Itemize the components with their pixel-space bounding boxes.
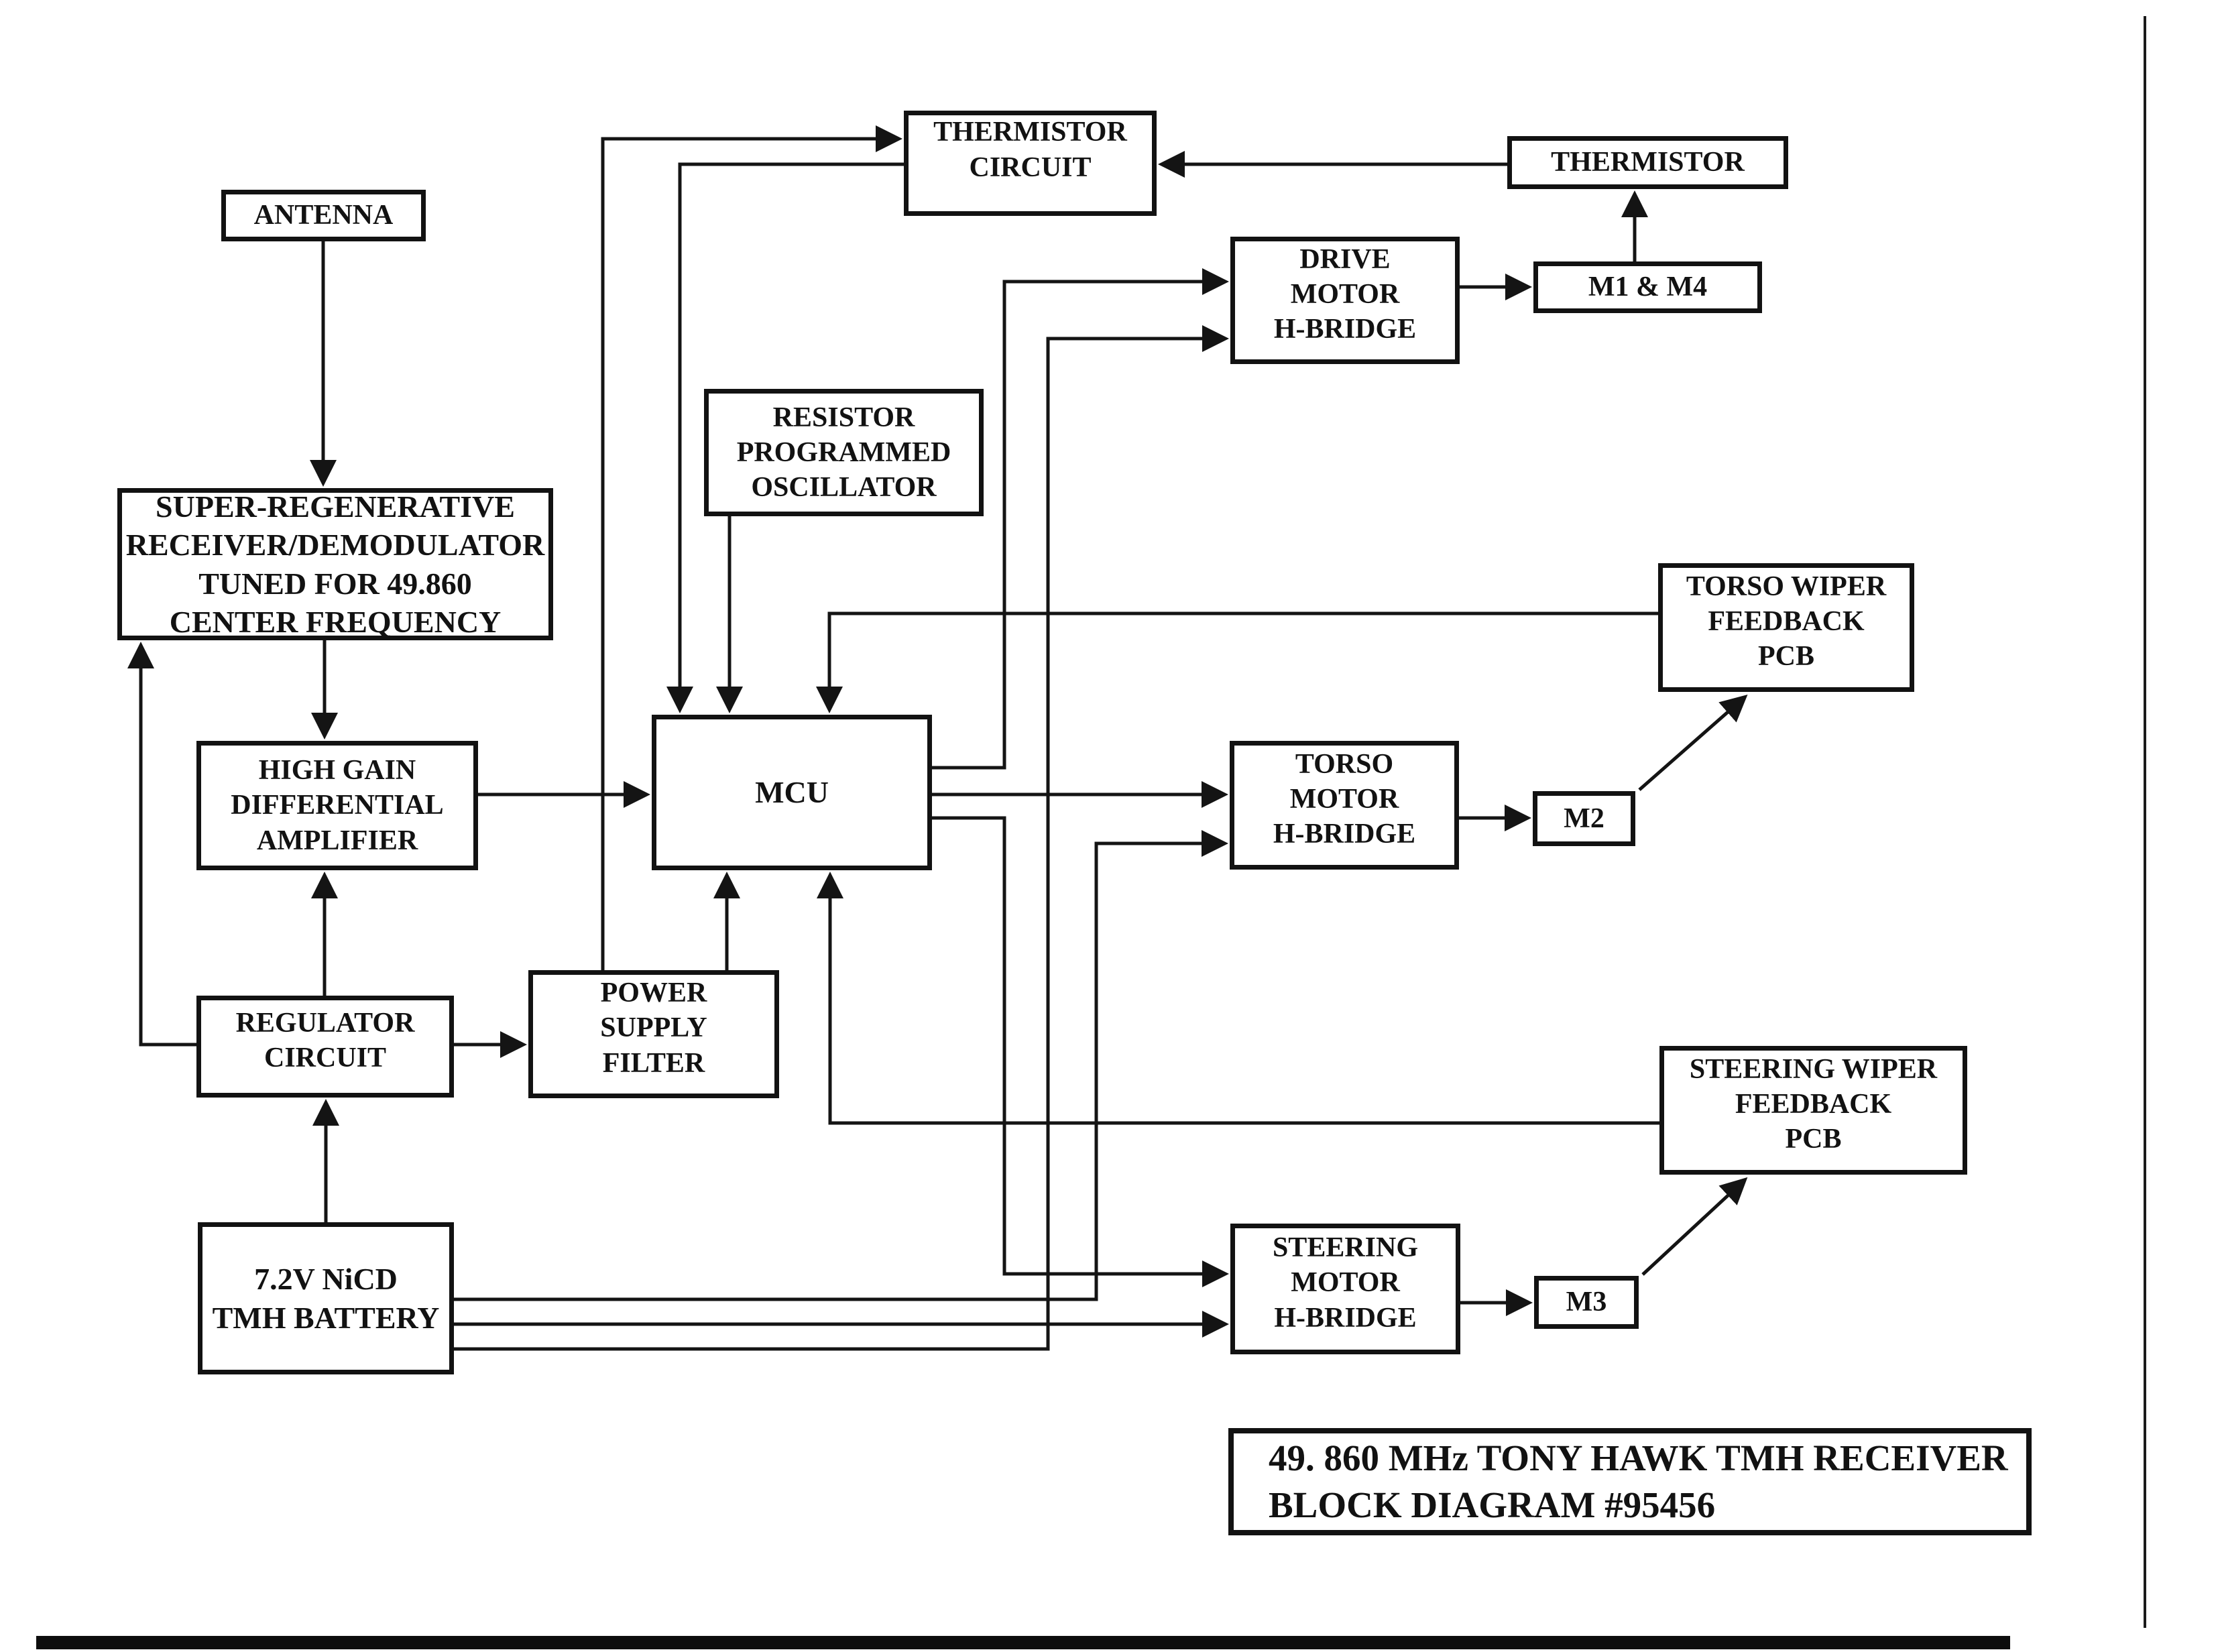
block-label: H-BRIDGE [1273, 314, 1417, 345]
block-label: CIRCUIT [969, 152, 1092, 183]
scan-bottom-bar-artifact [36, 1636, 2010, 1649]
block-label: TUNED FOR 49.860 [198, 566, 472, 601]
block-m3 [1534, 1276, 1639, 1329]
block-steering-motor-h-bridge [1230, 1224, 1460, 1354]
block-label: 7.2V NiCD [254, 1262, 398, 1297]
block-label: M2 [1564, 803, 1604, 834]
block-label: PROGRAMMED [736, 436, 951, 468]
block-label: CIRCUIT [264, 1043, 387, 1073]
block-resistor-programmed-oscillator [704, 389, 984, 516]
block-label: CENTER FREQUENCY [169, 604, 502, 639]
block-label: SUPER-REGENERATIVE [156, 489, 515, 524]
block-label: FEEDBACK [1735, 1088, 1892, 1120]
block-drive-motor-h-bridge [1230, 237, 1460, 364]
block-label: TORSO WIPER [1686, 571, 1887, 602]
block-label: M1 & M4 [1588, 272, 1708, 303]
block-label: SUPPLY [600, 1012, 707, 1044]
diagram-title-box [1228, 1428, 2032, 1535]
block-label: DIFFERENTIAL [231, 790, 444, 821]
block-label: OSCILLATOR [751, 472, 937, 504]
block-label: FILTER [602, 1047, 705, 1079]
block-label: POWER [600, 978, 707, 1009]
block-label: MOTOR [1289, 783, 1399, 815]
diagram-title-line: 49. 860 MHz TONY HAWK TMH RECEIVER [1269, 1437, 2008, 1478]
block-label: M3 [1566, 1287, 1607, 1318]
block-label: ANTENNA [253, 200, 394, 231]
block-label: RESISTOR [772, 402, 915, 433]
connector-steering-wiper-to-mcu [830, 876, 1659, 1123]
connector-regulator-to-receiver [141, 646, 196, 1045]
block-torso-motor-h-bridge [1230, 741, 1459, 870]
block-label: AMPLIFIER [256, 825, 418, 856]
connector-mcu-to-steering-motor [932, 818, 1225, 1274]
block-m1-m4 [1533, 261, 1762, 313]
block-m2 [1533, 791, 1635, 846]
block-label: H-BRIDGE [1274, 1302, 1417, 1334]
block-label: MCU [755, 775, 829, 810]
block-label: TMH BATTERY [212, 1300, 440, 1335]
block-steering-wiper-feedback-pcb [1659, 1046, 1967, 1175]
block-label: REGULATOR [235, 1007, 415, 1039]
block-antenna [221, 190, 426, 241]
block-label: THERMISTOR [933, 117, 1127, 148]
block-label: RECEIVER/DEMODULATOR [125, 528, 545, 563]
block-receiver-demodulator [117, 488, 553, 640]
block-label: DRIVE [1299, 243, 1391, 275]
block-thermistor-circuit [904, 111, 1157, 216]
block-label: STEERING [1272, 1232, 1419, 1264]
connector-mcu-to-drive-motor [932, 282, 1225, 768]
block-thermistor [1507, 136, 1788, 189]
block-label: PCB [1758, 641, 1814, 672]
connector-m2-to-torso-wiper [1639, 697, 1745, 790]
diagram-title-line: BLOCK DIAGRAM #95456 [1269, 1484, 1716, 1525]
block-label: FEEDBACK [1708, 605, 1865, 637]
block-regulator-circuit [196, 996, 454, 1098]
block-label: MOTOR [1290, 278, 1400, 310]
connector-m3-to-steering-wiper [1643, 1180, 1745, 1275]
block-mcu [652, 715, 932, 870]
block-label: H-BRIDGE [1273, 819, 1416, 850]
block-torso-wiper-feedback-pcb [1658, 563, 1914, 692]
block-label: STEERING WIPER [1689, 1053, 1938, 1085]
block-label: THERMISTOR [1551, 147, 1745, 178]
block-power-supply-filter [528, 970, 779, 1098]
connector-torso-wiper-to-mcu [829, 613, 1658, 709]
block-label: HIGH GAIN [258, 755, 416, 786]
block-battery [198, 1222, 454, 1374]
block-label: MOTOR [1291, 1267, 1400, 1299]
block-high-gain-differential-amplifier [196, 741, 478, 870]
scan-edge-artifact [2144, 16, 2146, 1628]
block-label: TORSO [1295, 748, 1394, 780]
block-label: PCB [1785, 1124, 1842, 1155]
